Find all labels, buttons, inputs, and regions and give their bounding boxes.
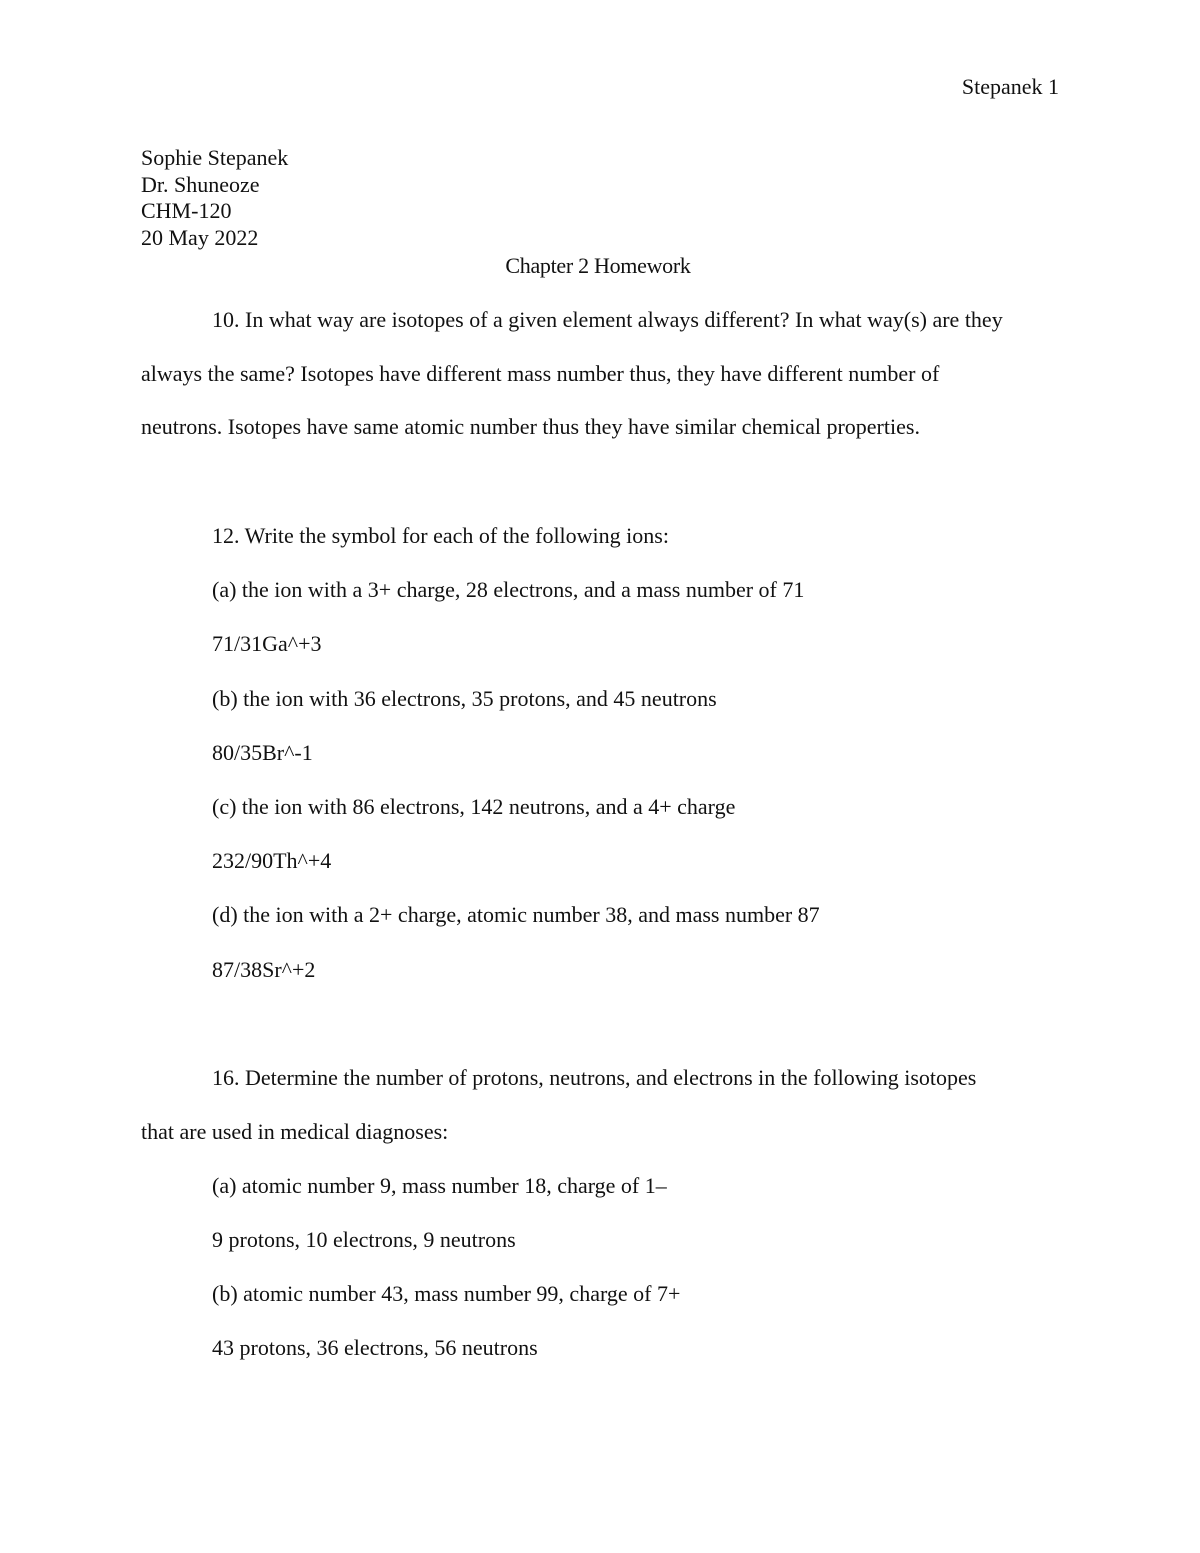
q12-part-c-question: (c) the ion with 86 electrons, 142 neutrons, and a 4+ charge — [212, 794, 736, 819]
q12-part-d-question: (d) the ion with a 2+ charge, atomic number 38, and mass number 87 — [212, 902, 820, 927]
running-head: Stepanek 1 — [961, 74, 1059, 99]
q16-part-b-question: (b) atomic number 43, mass number 99, charge of 7+ — [212, 1281, 681, 1306]
q12-prompt: 12. Write the symbol for each of the following ions: — [212, 523, 669, 548]
q12-part-a-question: (a) the ion with a 3+ charge, 28 electrons, and a mass number of 71 — [212, 577, 805, 602]
q12-part-b-question: (b) the ion with 36 electrons, 35 protons, and 45 neutrons — [212, 686, 717, 711]
student-name: Sophie Stepanek — [141, 145, 289, 170]
q16-line-1: 16. Determine the number of protons, neutrons, and electrons in the following isotopes — [212, 1065, 977, 1090]
q16-line-2: that are used in medical diagnoses: — [141, 1119, 449, 1144]
q16-part-a-answer: 9 protons, 10 electrons, 9 neutrons — [212, 1227, 516, 1252]
q10-line-1: 10. In what way are isotopes of a given element always different? In what way(s) are they — [212, 307, 1003, 332]
q12-part-b-answer: 80/35Br^-1 — [212, 740, 313, 765]
q12-part-d-answer: 87/38Sr^+2 — [212, 957, 316, 982]
q16-part-b-answer: 43 protons, 36 electrons, 56 neutrons — [212, 1335, 538, 1360]
instructor-name: Dr. Shuneoze — [141, 172, 260, 197]
q12-part-c-answer: 232/90Th^+4 — [212, 848, 332, 873]
q12-part-a-answer: 71/31Ga^+3 — [212, 631, 322, 656]
document-date: 20 May 2022 — [141, 225, 259, 250]
q16-part-a-question: (a) atomic number 9, mass number 18, charge of 1– — [212, 1173, 667, 1198]
q10-line-3: neutrons. Isotopes have same atomic number thus they have similar chemical properties. — [141, 414, 920, 439]
q10-line-2: always the same? Isotopes have different mass number thus, they have different number of — [141, 361, 940, 386]
course-code: CHM-120 — [141, 198, 232, 223]
document-title: Chapter 2 Homework — [505, 253, 691, 278]
